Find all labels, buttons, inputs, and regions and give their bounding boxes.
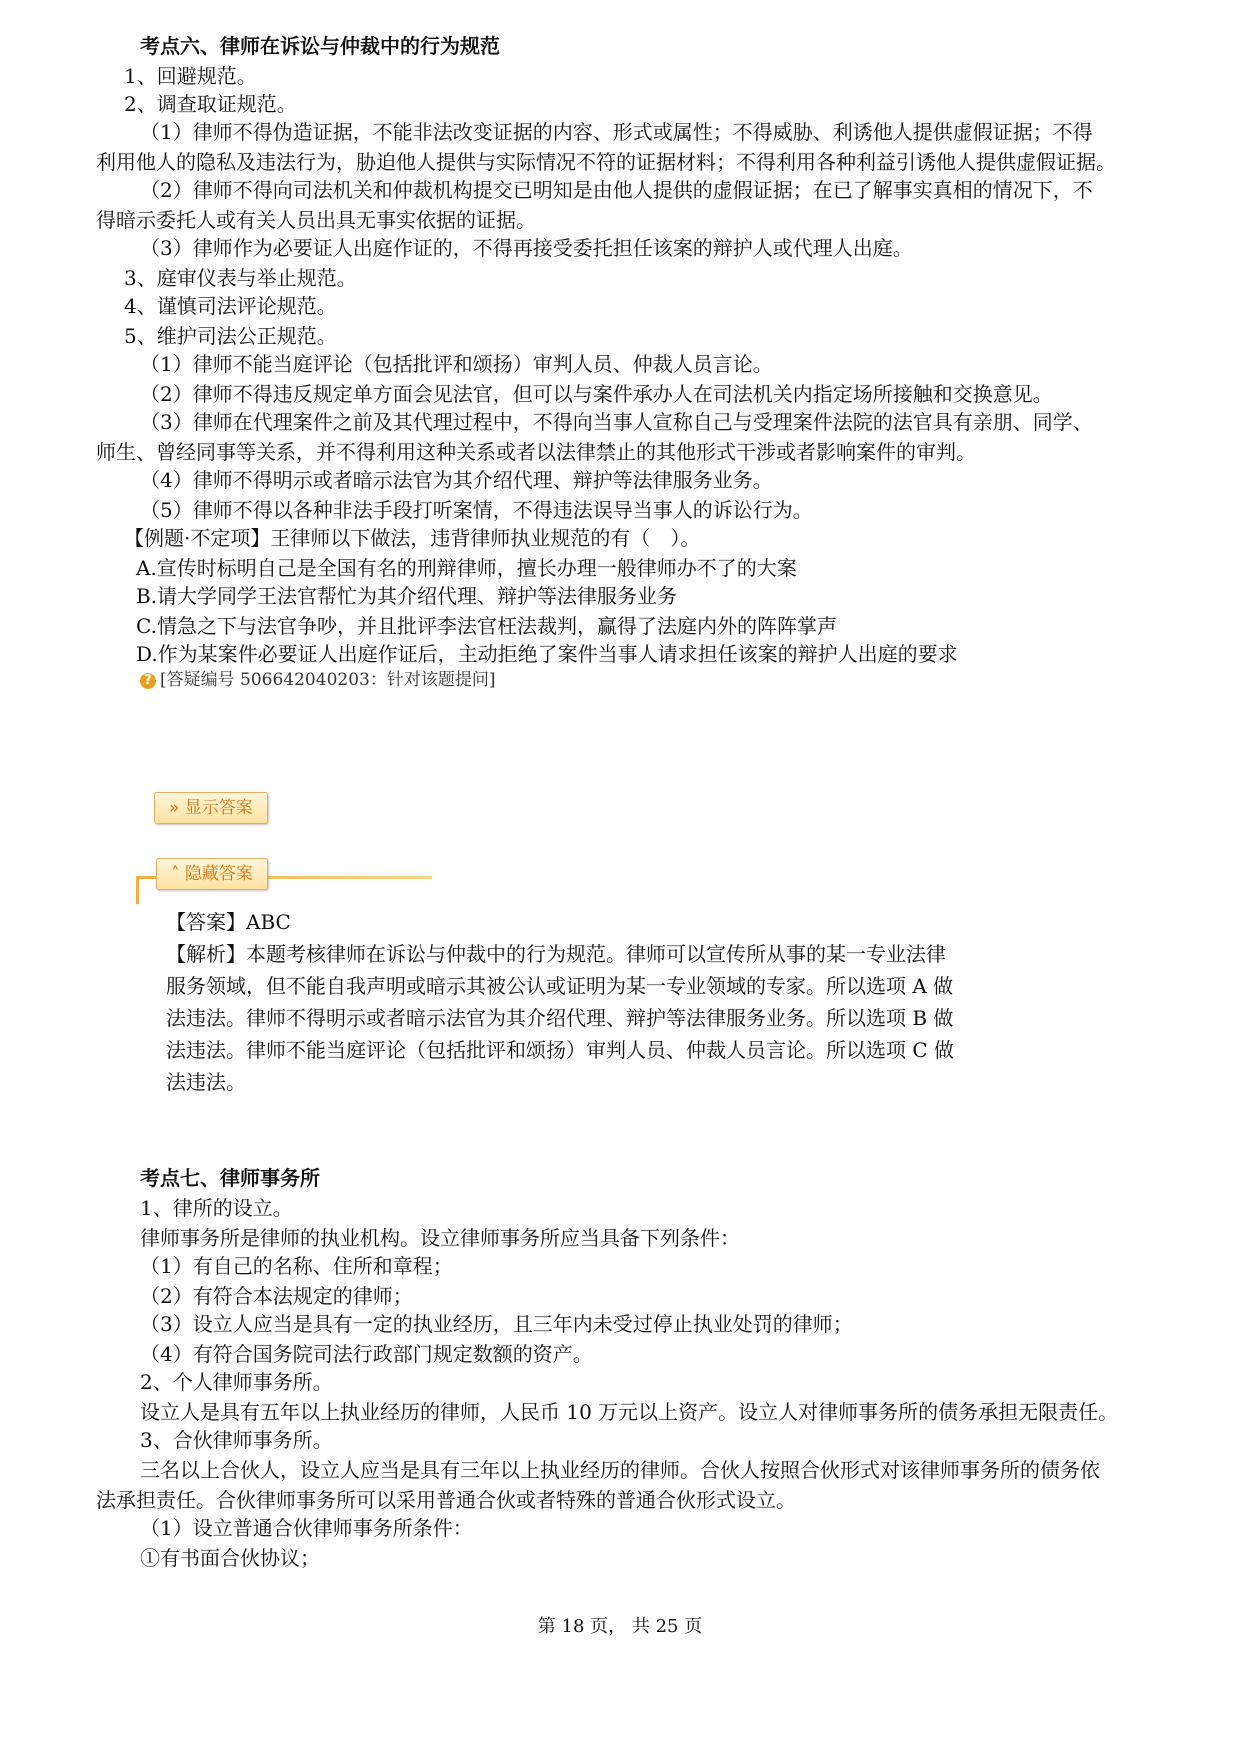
paragraph-justice-3b: 师生、曾经同事等关系，并不得利用这种关系或者以法律禁止的其他形式干涉或者影响案件的审判。 bbox=[96, 440, 976, 464]
faq-link[interactable] bbox=[140, 664, 1240, 696]
analysis-line-5: 法违法。 bbox=[166, 1070, 246, 1094]
hide-answer-button[interactable]: ˄ 隐藏答案 bbox=[156, 858, 268, 890]
item-justice: 5、维护司法公正规范。 bbox=[124, 324, 337, 348]
page-footer: 第 18 页， 共 25 页 bbox=[537, 1616, 703, 1637]
partnership-text-b: 法承担责任。合伙律师事务所可以采用普通合伙或者特殊的普通合伙形式设立。 bbox=[96, 1488, 796, 1512]
option-b: B.请大学同学王法官帮忙为其介绍代理、辩护等法律服务业务 bbox=[136, 584, 678, 608]
item-comment: 4、谨慎司法评论规范。 bbox=[124, 294, 337, 318]
partnership-text-a: 三名以上合伙人，设立人应当是具有三年以上执业经历的律师。合伙人按照合伙形式对该律师事务所的债务依 bbox=[140, 1458, 1100, 1482]
paragraph-evidence-1b: 利用他人的隐私及违法行为，胁迫他人提供与实际情况不符的证据材料；不得利用各种利益引诱他人提供虚假证据。 bbox=[96, 150, 1116, 174]
question-stem: 【例题·不定项】王律师以下做法，违背律师执业规范的有（ ）。 bbox=[124, 526, 701, 550]
paragraph-evidence-3: （3）律师作为必要证人出庭作证的，不得再接受委托担任该案的辩护人或代理人出庭。 bbox=[140, 236, 913, 260]
setup-intro: 律师事务所是律师的执业机构。设立律师事务所应当具备下列条件： bbox=[140, 1226, 740, 1250]
condition-1: （1）有自己的名称、住所和章程； bbox=[140, 1254, 453, 1278]
answer-key: 【答案】ABC bbox=[166, 910, 291, 934]
paragraph-evidence-1a: （1）律师不得伪造证据，不能非法改变证据的内容、形式或属性；不得威胁、利诱他人提供虚假证据；不得 bbox=[140, 120, 1093, 144]
general-partnership-heading: （1）设立普通合伙律师事务所条件： bbox=[140, 1516, 473, 1540]
section7-title: 考点七、律师事务所 bbox=[140, 1166, 320, 1190]
item-setup: 1、律所的设立。 bbox=[140, 1196, 293, 1220]
paragraph-evidence-2b: 得暗示委托人或有关人员出具无事实依据的证据。 bbox=[96, 208, 536, 232]
item-partnership-firm: 3、合伙律师事务所。 bbox=[140, 1428, 333, 1452]
item-evidence: 2、调查取证规范。 bbox=[124, 92, 297, 116]
question-icon: ? bbox=[140, 673, 156, 689]
analysis-line-1: 【解析】本题考核律师在诉讼与仲裁中的行为规范。律师可以宣传所从事的某一专业法律 bbox=[166, 942, 946, 966]
condition-3: （3）设立人应当是具有一定的执业经历，且三年内未受过停止执业处罚的律师； bbox=[140, 1312, 853, 1336]
show-answer-button[interactable]: » 显示答案 bbox=[154, 792, 268, 824]
paragraph-justice-2: （2）律师不得违反规定单方面会见法官，但可以与案件承办人在司法机关内指定场所接触和交换意见。 bbox=[140, 382, 1053, 406]
paragraph-justice-4: （4）律师不得明示或者暗示法官为其介绍代理、辩护等法律服务业务。 bbox=[140, 468, 773, 492]
option-c: C.情急之下与法官争吵，并且批评李法官枉法裁判，赢得了法庭内外的阵阵掌声 bbox=[136, 614, 837, 638]
paragraph-justice-1: （1）律师不能当庭评论（包括批评和颂扬）审判人员、仲裁人员言论。 bbox=[140, 352, 773, 376]
personal-firm-text: 设立人是具有五年以上执业经历的律师，人民币 10 万元以上资产。设立人对律师事务所的债务承担无限责任。 bbox=[140, 1400, 1119, 1424]
general-partnership-cond-1: ①有书面合伙协议； bbox=[140, 1546, 320, 1570]
paragraph-evidence-2a: （2）律师不得向司法机关和仲裁机构提交已明知是由他人提供的虚假证据；在已了解事实真相的情况下，不 bbox=[140, 178, 1093, 202]
faq-text: [答疑编号 506642040203：针对该题提问] bbox=[160, 670, 496, 690]
condition-2: （2）有符合本法规定的律师； bbox=[140, 1284, 413, 1308]
paragraph-justice-5: （5）律师不得以各种非法手段打听案情，不得违法误导当事人的诉讼行为。 bbox=[140, 498, 813, 522]
analysis-line-2: 服务领域，但不能自我声明或暗示其被公认或证明为某一专业领域的专家。所以选项 A 做 bbox=[166, 974, 954, 998]
answer-bracket bbox=[136, 876, 145, 904]
item-personal-firm: 2、个人律师事务所。 bbox=[140, 1370, 333, 1394]
paragraph-justice-3a: （3）律师在代理案件之前及其代理过程中，不得向当事人宣称自己与受理案件法院的法官具有亲朋、同学、 bbox=[140, 410, 1093, 434]
option-a: A.宣传时标明自己是全国有名的刑辩律师，擅长办理一般律师办不了的大案 bbox=[136, 556, 797, 580]
analysis-line-3: 法违法。律师不得明示或者暗示法官为其介绍代理、辩护等法律服务业务。所以选项 B 做 bbox=[166, 1006, 954, 1030]
item-courtroom: 3、庭审仪表与举止规范。 bbox=[124, 266, 357, 290]
section6-title: 考点六、律师在诉讼与仲裁中的行为规范 bbox=[140, 34, 500, 58]
item-avoidance: 1、回避规范。 bbox=[124, 64, 257, 88]
analysis-line-4: 法违法。律师不能当庭评论（包括批评和颂扬）审判人员、仲裁人员言论。所以选项 C 做 bbox=[166, 1038, 955, 1062]
option-d: D.作为某案件必要证人出庭作证后，主动拒绝了案件当事人请求担任该案的辩护人出庭的要求 bbox=[136, 642, 958, 666]
condition-4: （4）有符合国务院司法行政部门规定数额的资产。 bbox=[140, 1342, 593, 1366]
